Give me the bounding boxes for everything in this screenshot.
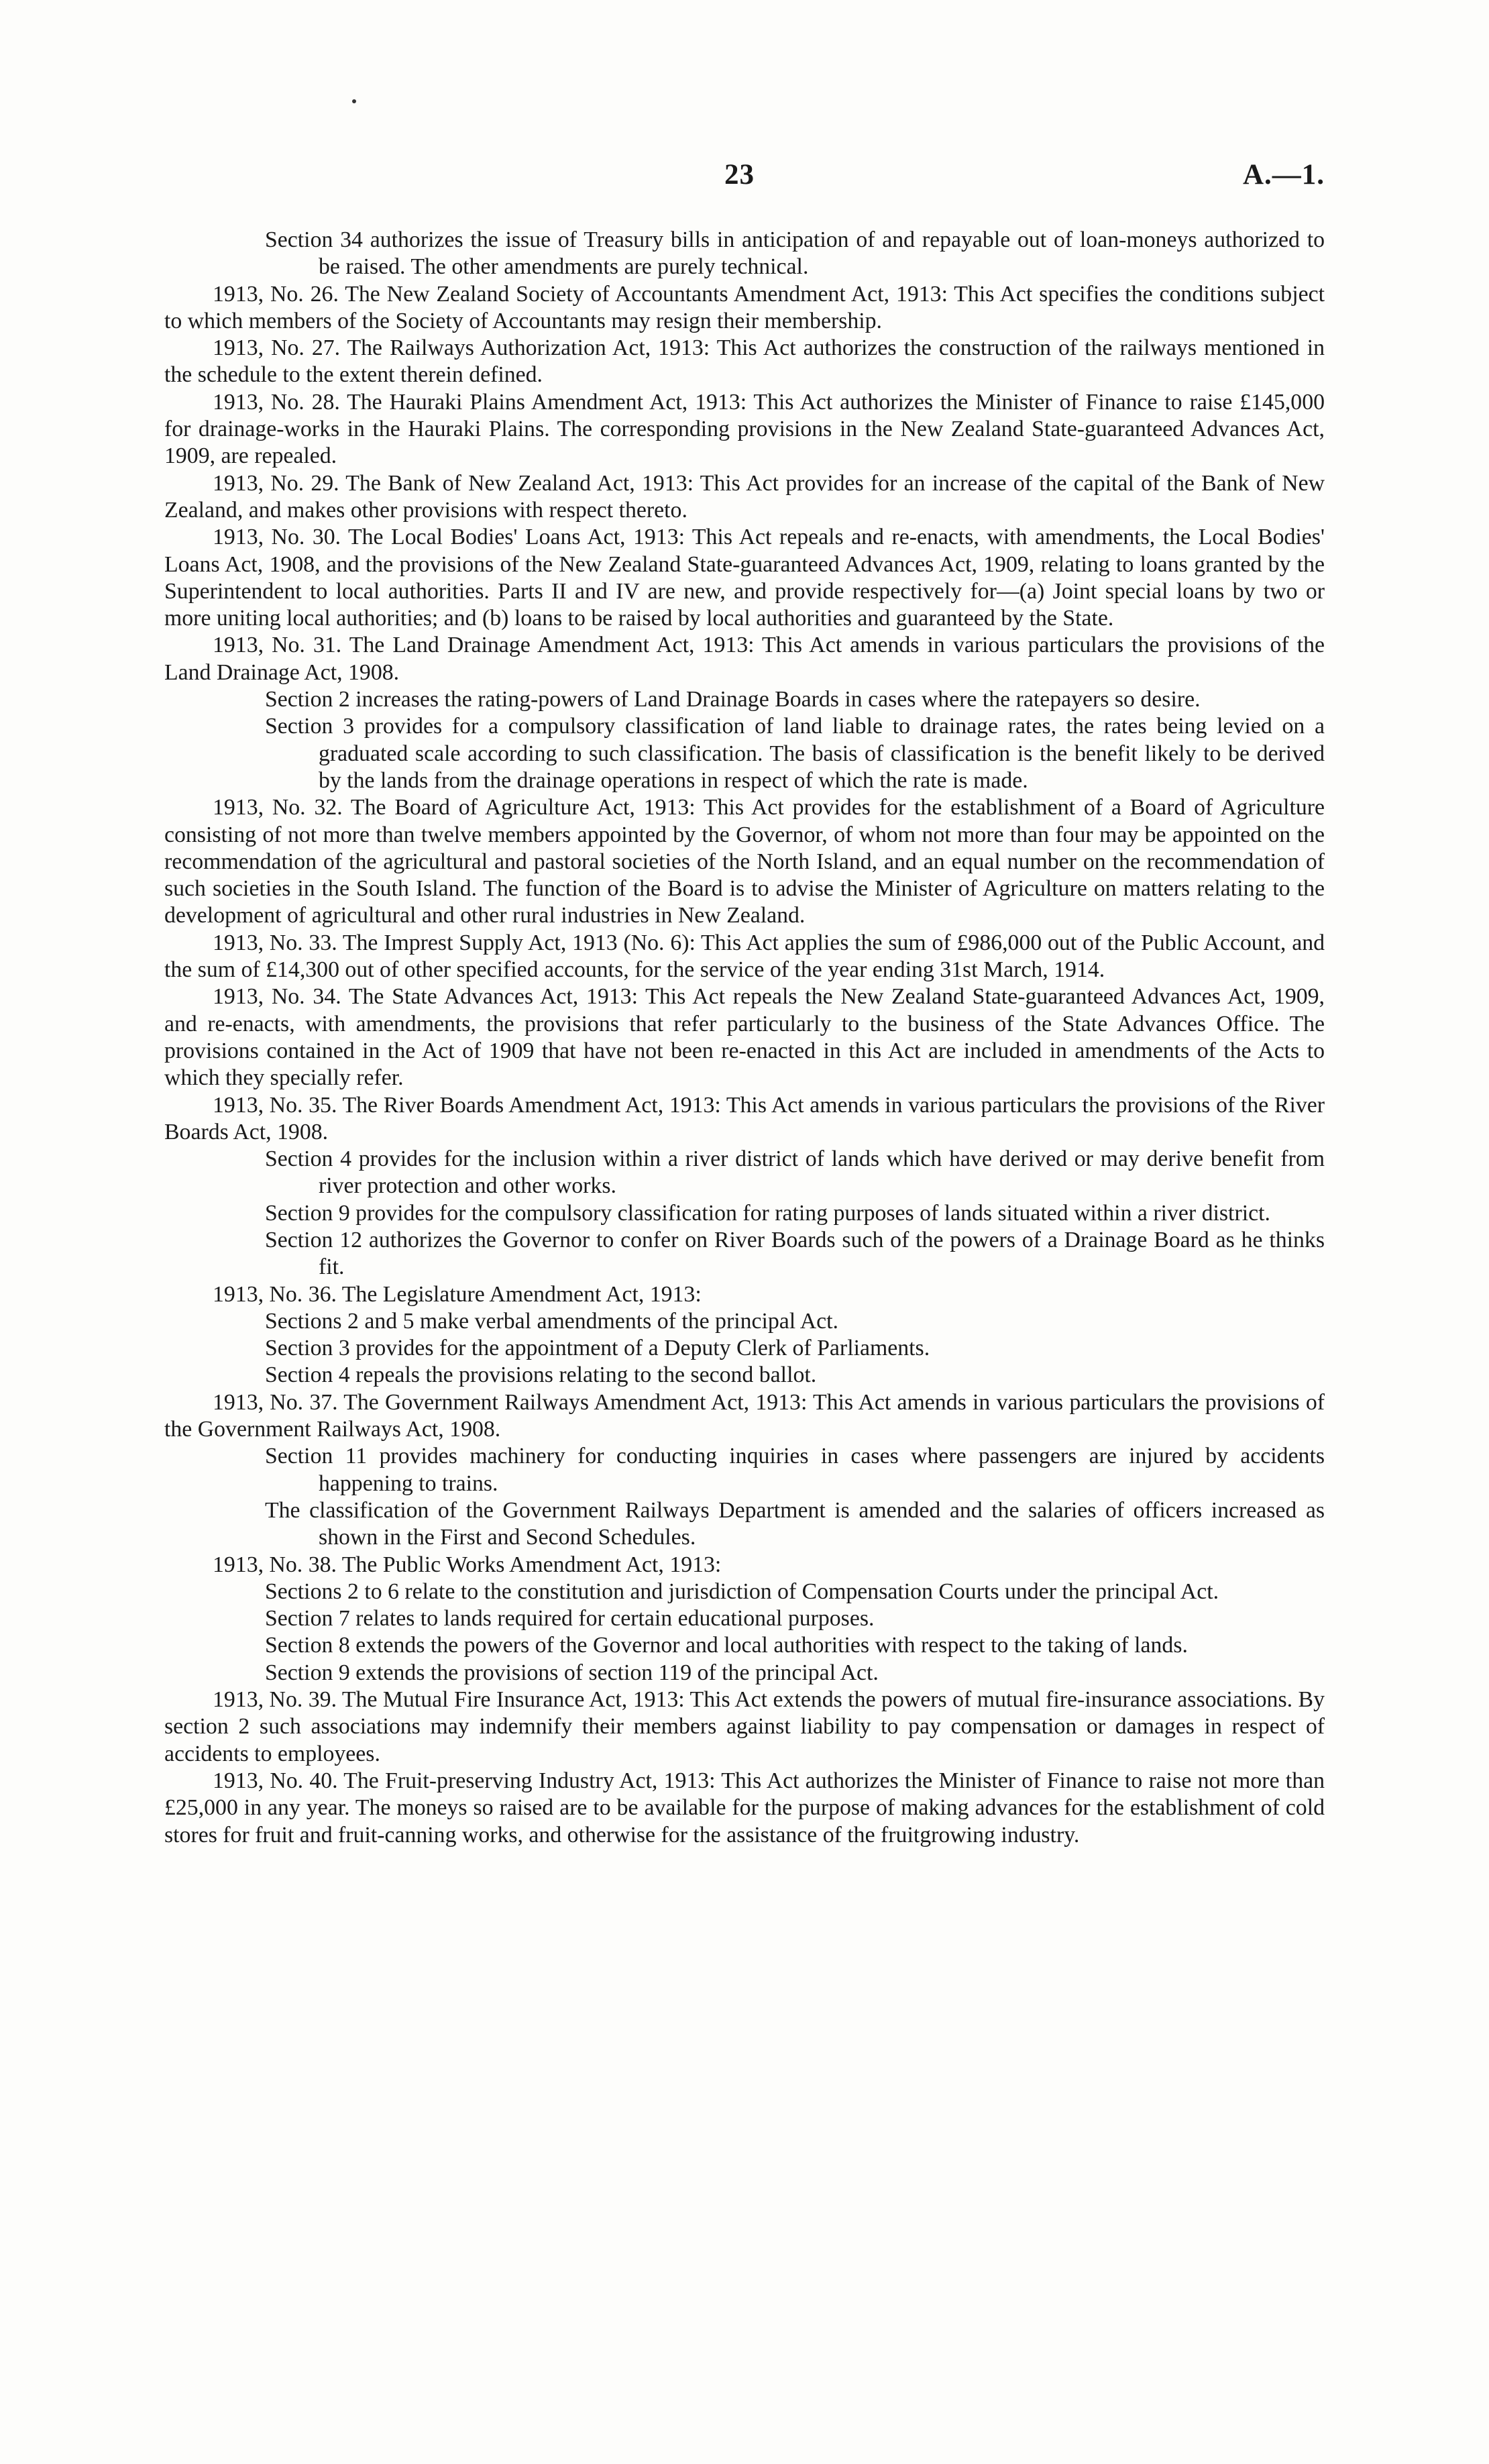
paragraph: 1913, No. 30. The Local Bodies' Loans Act, 1913: This Act repeals and re-enacts, with amendments, the Local Bodies' Loans Act, 1908, and the provisions of the New Zealand State-guaranteed Advances Act, 1909, relating to loans granted by the Superintendent to local authorities. Parts II and IV are new, and provide respectively for—(a) Joint special loans by two or more uniting local authorities; and (b) loans to be raised by local authorities and guaranteed by the State. (164, 525, 1325, 631)
page-number: 23 (724, 159, 755, 191)
paragraph: 1913, No. 32. The Board of Agriculture Act, 1913: This Act provides for the establishment of a Board of Agriculture consisting of not more than twelve members appointed by the Governor, of whom not more than four may be appointed on the recommendation of the agricultural and pastoral societies of the North Island, and an equal number on the recommendation of such societies in the South Island. The function of the Board is to advise the Minister of Agriculture on matters relating to the development of agricultural and other rural industries in New Zealand. (164, 795, 1325, 928)
sub-paragraph: Section 9 provides for the compulsory classification for rating purposes of lands situated within a river district. (265, 1200, 1270, 1226)
paragraph: 1913, No. 40. The Fruit-preserving Industry Act, 1913: This Act authorizes the Minister of Finance to raise not more than £25,000 in any year. The moneys so raised are to be available for the purpose of making advances for the establishment of cold stores for fruit and fruit-canning works, and otherwise for the assistance of the fruitgrowing industry. (164, 1768, 1325, 1847)
paragraph: 1913, No. 27. The Railways Authorization Act, 1913: This Act authorizes the construction of the railways mentioned in the schedule to the extent therein defined. (164, 335, 1325, 388)
sub-paragraph: Section 8 extends the powers of the Governor and local authorities with respect to the taking of lands. (265, 1633, 1188, 1658)
sub-paragraph: Section 12 authorizes the Governor to confer on River Boards such of the powers of a Drainage Board as he thinks fit. (265, 1227, 1325, 1280)
act-heading: 1913, No. 36. The Legislature Amendment Act, 1913: (213, 1281, 702, 1307)
document-body (164, 227, 1325, 1849)
paragraph: 1913, No. 28. The Hauraki Plains Amendment Act, 1913: This Act authorizes the Minister of Finance to raise £145,000 for drainage-works in the Hauraki Plains. The corresponding provisions in the New Zealand State-guaranteed Advances Act, 1909, are repealed. (164, 389, 1325, 469)
stray-mark (352, 99, 356, 103)
paper-reference: A.—1. (1242, 159, 1325, 191)
paragraph: 1913, No. 33. The Imprest Supply Act, 1913 (No. 6): This Act applies the sum of £986,000 out of the Public Account, and the sum of £14,300 out of other specified accounts, for the service of the year ending 31st March, 1914. (164, 930, 1325, 983)
sub-paragraph: The classification of the Government Railways Department is amended and the salaries of officers increased as shown in the First and Second Schedules. (265, 1497, 1325, 1550)
sub-paragraph: Section 4 provides for the inclusion within a river district of lands which have derived or may derive benefit from river protection and other works. (265, 1146, 1325, 1199)
sub-paragraph: Section 9 extends the provisions of section 119 of the principal Act. (265, 1660, 879, 1685)
paragraph: 1913, No. 35. The River Boards Amendment Act, 1913: This Act amends in various particulars the provisions of the River Boards Act, 1908. (164, 1092, 1325, 1144)
sub-paragraph: Sections 2 to 6 relate to the constitution and jurisdiction of Compensation Courts under the principal Act. (265, 1578, 1219, 1604)
sub-paragraph: Section 11 provides machinery for conducting inquiries in cases where passengers are injured by accidents happening to trains. (265, 1444, 1325, 1496)
paragraph: 1913, No. 34. The State Advances Act, 1913: This Act repeals the New Zealand State-guaranteed Advances Act, 1909, and re-enacts, with amendments, the provisions that refer particularly to the business of the State Advances Office. The provisions contained in the Act of 1909 that have not been re-enacted in this Act are included in amendments of the Acts to which they specially refer. (164, 984, 1325, 1091)
page-header (0, 158, 1489, 199)
paragraph: 1913, No. 29. The Bank of New Zealand Act, 1913: This Act provides for an increase of the capital of the Bank of New Zealand, and makes other provisions with respect thereto. (164, 470, 1325, 523)
sub-paragraph: Section 4 repeals the provisions relating to the second ballot. (265, 1362, 817, 1388)
paragraph: 1913, No. 31. The Land Drainage Amendment Act, 1913: This Act amends in various particulars the provisions of the Land Drainage Act, 1908. (164, 633, 1325, 685)
sub-paragraph: Section 3 provides for a compulsory classification of land liable to drainage rates, the rates being levied on a graduated scale according to such classification. The basis of classification is the benefit likely to be derived by the lands from the drainage operations in respect of which the rate is made. (265, 714, 1325, 793)
sub-paragraph: Section 34 authorizes the issue of Treasury bills in anticipation of and repayable out of loan-moneys authorized to be raised. The other amendments are purely technical. (265, 227, 1325, 280)
paragraph: 1913, No. 39. The Mutual Fire Insurance Act, 1913: This Act extends the powers of mutual fire-insurance associations. By section 2 such associations may indemnify their members against liability to pay compensation or damages in respect of accidents to employees. (164, 1687, 1325, 1766)
sub-paragraph: Section 7 relates to lands required for certain educational purposes. (265, 1606, 875, 1631)
sub-paragraph: Sections 2 and 5 make verbal amendments of the principal Act. (265, 1308, 839, 1334)
paragraph: 1913, No. 26. The New Zealand Society of Accountants Amendment Act, 1913: This Act specifies the conditions subject to which members of the Society of Accountants may resign their membership. (164, 281, 1325, 333)
paragraph: 1913, No. 37. The Government Railways Amendment Act, 1913: This Act amends in various particulars the provisions of the Government Railways Act, 1908. (164, 1389, 1325, 1442)
sub-paragraph: Section 3 provides for the appointment of a Deputy Clerk of Parliaments. (265, 1336, 930, 1361)
act-heading: 1913, No. 38. The Public Works Amendment Act, 1913: (213, 1552, 722, 1577)
sub-paragraph: Section 2 increases the rating-powers of Land Drainage Boards in cases where the ratepayers so desire. (265, 687, 1201, 712)
